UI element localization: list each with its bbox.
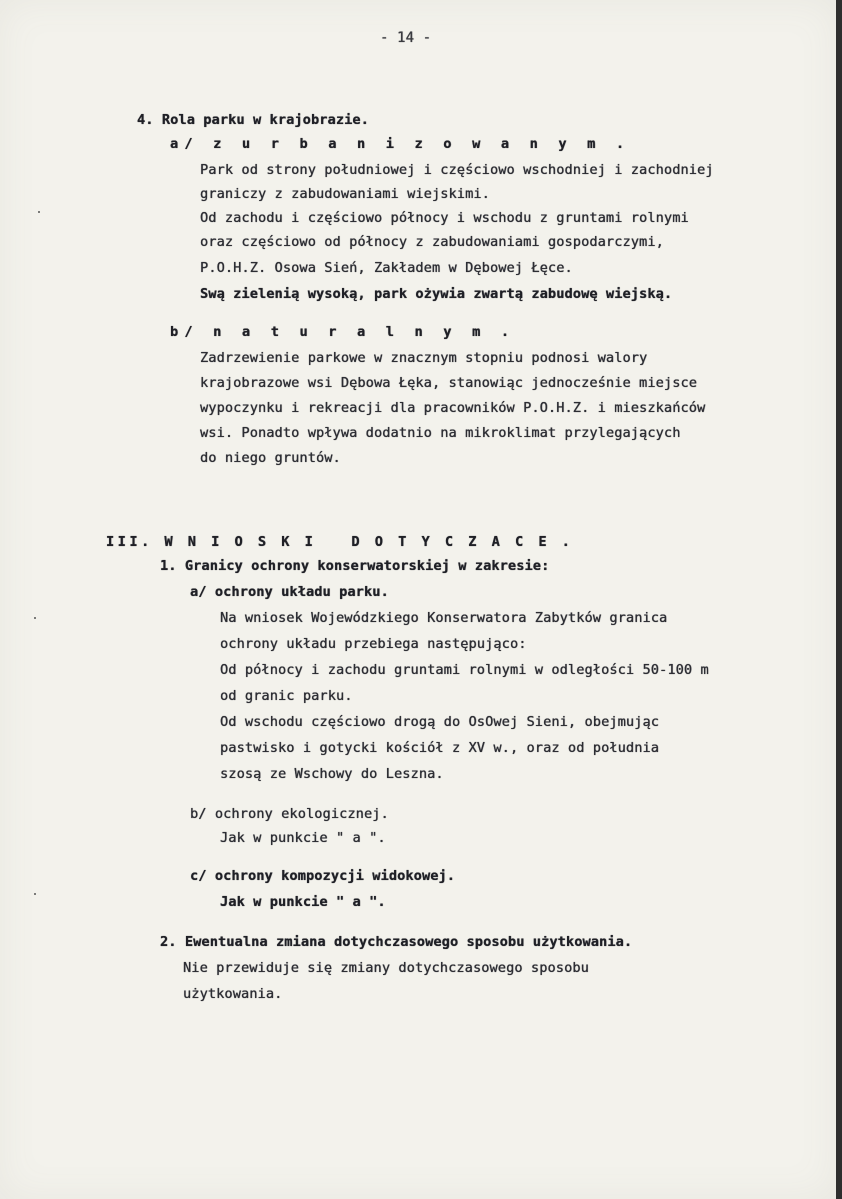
section-3-a-line: Na wniosek Wojewódzkiego Konserwatora Zabytków granica: [220, 610, 668, 626]
section-3-item-2-heading: 2. Ewentualna zmiana dotychczasowego sposobu użytkowania.: [160, 934, 633, 950]
section-4-a-line: P.O.H.Z. Osowa Sień, Zakładem w Dębowej Łęce.: [200, 260, 573, 276]
section-3-a-line: od granic parku.: [220, 688, 353, 704]
section-3-item-2-line: użytkowania.: [183, 986, 283, 1002]
section-4-b-line: wypoczynku i rekreacji dla pracowników P.O.H.Z. i mieszkańców: [200, 400, 706, 416]
section-3-item-2-line: Nie przewiduje się zmiany dotychczasowego sposobu: [183, 960, 589, 976]
section-4-b-line: do niego gruntów.: [200, 450, 341, 466]
section-3-heading: III. W N I O S K I D O T Y C Z A C E .: [106, 534, 574, 550]
section-4-b-label: b/ n a t u r a l n y m .: [170, 324, 516, 340]
scan-edge: [836, 0, 842, 1199]
section-4-b-line: krajobrazowe wsi Dębowa Łęka, stanowiąc jednocześnie miejsce: [200, 375, 698, 391]
section-3-a-label: a/ ochrony układu parku.: [190, 584, 389, 600]
section-4-a-line: oraz częściowo od północy z zabudowaniami gospodarczymi,: [200, 234, 664, 250]
section-3-b-label: b/ ochrony ekologicznej.: [190, 806, 389, 822]
paper-speck: [34, 893, 36, 895]
section-4-a-line: Swą zielenią wysoką, park ożywia zwartą zabudowę wiejską.: [200, 286, 673, 302]
section-3-a-line: pastwisko i gotycki kościół z XV w., oraz od południa: [220, 740, 660, 756]
section-3-a-line: Od północy i zachodu gruntami rolnymi w odległości 50-100 m: [220, 662, 709, 678]
section-3-c-label: c/ ochrony kompozycji widokowej.: [190, 868, 456, 884]
section-3-c-line: Jak w punkcie " a ".: [220, 894, 386, 910]
section-4-b-line: wsi. Ponadto wpływa dodatnio na mikroklimat przylegających: [200, 425, 681, 441]
paper-speck: [34, 617, 36, 619]
section-4-a-label: a/ z u r b a n i z o w a n y m .: [170, 136, 631, 152]
section-3-a-line: ochrony układu przebiega następująco:: [220, 636, 527, 652]
section-4-heading: 4. Rola parku w krajobrazie.: [137, 112, 369, 128]
section-4-b-line: Zadrzewienie parkowe w znacznym stopniu podnosi walory: [200, 350, 648, 366]
section-4-a-line: graniczy z zabudowaniami wiejskimi.: [200, 186, 490, 202]
section-3-b-line: Jak w punkcie " a ".: [220, 830, 386, 846]
section-4-a-line: Od zachodu i częściowo północy i wschodu z gruntami rolnymi: [200, 210, 689, 226]
section-3-a-line: szosą ze Wschowy do Leszna.: [220, 766, 444, 782]
paper-speck: [38, 211, 40, 213]
section-3-item-1-heading: 1. Granicy ochrony konserwatorskiej w zakresie:: [160, 558, 550, 574]
page-number: - 14 -: [380, 30, 432, 46]
section-3-a-line: Od wschodu częściowo drogą do OsOwej Sieni, obejmując: [220, 714, 660, 730]
section-4-a-line: Park od strony południowej i częściowo wschodniej i zachodniej: [200, 162, 714, 178]
